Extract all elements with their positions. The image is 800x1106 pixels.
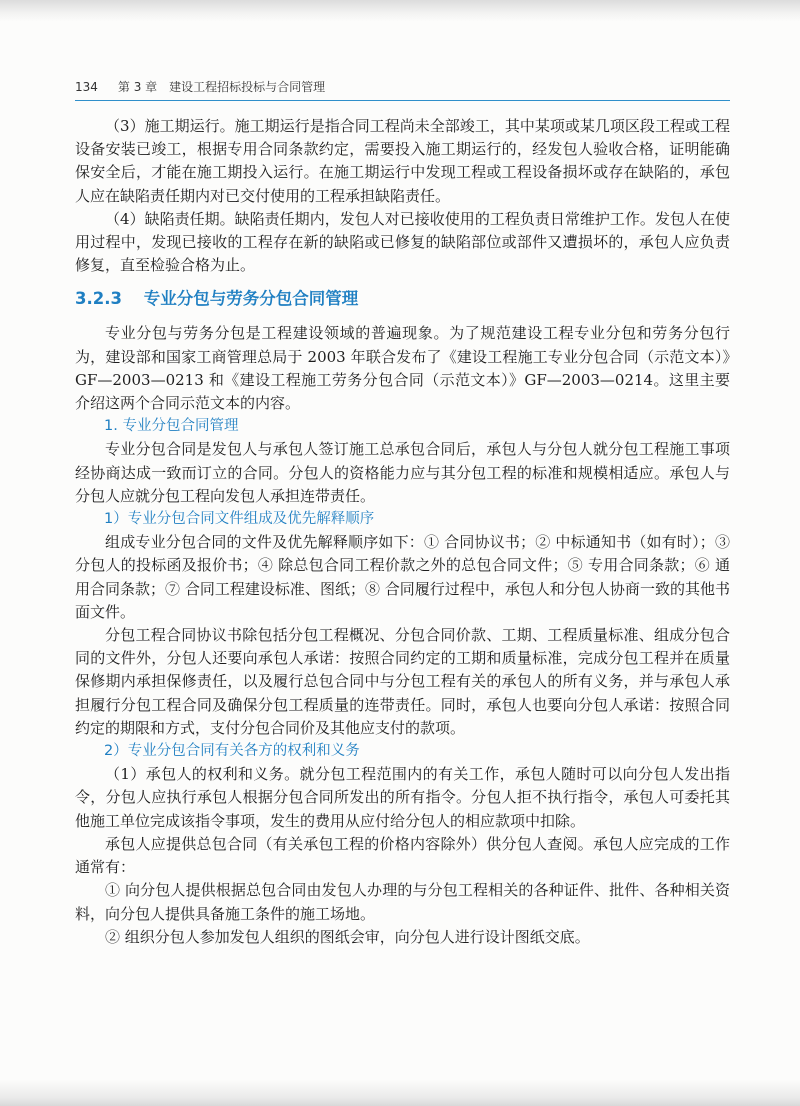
paragraph-contractor-rights: （1）承包人的权利和义务。就分包工程范围内的有关工作，承包人随时可以向分包人发出指令，分包人应执行承包人根据分包合同所发出的所有指令。分包人拒不执行指令，承包人可委托其他施工单位完成该指令事项，发生的费用从应付给分包人的相应款项中扣除。 — [75, 765, 730, 830]
page-number: 134 — [75, 80, 98, 94]
scan-bottom-edge — [0, 1080, 800, 1106]
book-page — [75, 78, 730, 949]
list-item-1: ① 向分包人提供根据总包合同由发包人办理的与分包工程相关的各种证件、批件、各种相关资料，向分包人提供具备施工条件的施工场地。 — [75, 881, 730, 923]
section-title: 专业分包与劳务分包合同管理 — [143, 289, 359, 309]
section-number: 3.2.3 — [75, 289, 122, 309]
running-header — [75, 78, 730, 101]
chapter-label: 第 3 章 — [117, 80, 158, 94]
scan-top-edge — [0, 0, 800, 22]
section-heading — [75, 286, 730, 312]
subheading-professional-subcontract: 1. 专业分包合同管理 — [104, 418, 239, 435]
paragraph-document-order: 组成专业分包合同的文件及优先解释顺序如下：① 合同协议书；② 中标通知书（如有时）；③ 分包人的投标函及报价书；④ 除总包合同工程价款之外的总包合同文件；⑤ 专用合同条款；⑥ 通用合同条款；⑦ 合同工程建设标准、图纸；⑧ 合同履行过程中，承包人和分包人协商一致的其他书面文件。 — [75, 533, 730, 621]
paragraph-intro: 专业分包与劳务分包是工程建设领域的普遍现象。为了规范建设工程专业分包和劳务分包行为，建设部和国家工商管理总局于 2003 年联合发布了《建设工程施工专业分包合同（示范文本）》GF—2003—0213 和《建设工程施工劳务分包合同（示范文本）》GF—2003—0214。这里主要介绍这两个合同示范文本的内容。 — [75, 324, 730, 413]
list-item-2: ② 组织分包人参加发包人组织的图纸会审，向分包人进行设计图纸交底。 — [105, 927, 590, 946]
paragraph-professional-definition: 专业分包合同是发包人与承包人签订施工总承包合同后，承包人与分包人就分包工程施工事项经协商达成一致而订立的合同。分包人的资格能力应与其分包工程的标准和规模相适应。承包人与分包人应就分包工程向发包人承担连带责任。 — [75, 440, 730, 505]
paragraph-defect-liability: （4）缺陷责任期。缺陷责任期内，发包人对已接收使用的工程负责日常维护工作。发包人在使用过程中，发现已接收的工程存在新的缺陷或已修复的缺陷部位或部件又遭损坏的，承包人应负责修复，直至检验合格为止。 — [75, 209, 730, 275]
subheading-document-order: 1）专业分包合同文件组成及优先解释顺序 — [104, 511, 375, 528]
paragraph-contractor-provide: 承包人应提供总包合同（有关承包工程的价格内容除外）供分包人查阅。承包人应完成的工作通常有： — [75, 834, 730, 877]
subheading-rights-obligations: 2）专业分包合同有关各方的权利和义务 — [104, 743, 360, 760]
paragraph-agreement-content: 分包工程合同协议书除包括分包工程概况、分包合同价款、工期、工程质量标准、组成分包合同的文件外，分包人还要向承包人承诺：按照合同约定的工期和质量标准，完成分包工程并在质量保修期内承担保修责任，以及履行总包合同中与分包工程有关的承包人的所有义务，并与承包人承担履行分包工程合同及确保分包工程质量的连带责任。同时，承包人也要向分包人承诺：按照合同约定的期限和方式，支付分包合同价及其他应支付的款项。 — [75, 626, 730, 737]
chapter-title: 建设工程招标投标与合同管理 — [169, 80, 326, 94]
paragraph-trial-operation: （3）施工期运行。施工期运行是指合同工程尚未全部竣工，其中某项或某几项区段工程或工程设备安装已竣工，根据专用合同条款约定，需要投入施工期运行的，经发包人验收合格，证明能确保安全后，才能在施工期投入运行。在施工期运行中发现工程或工程设备损坏或存在缺陷的，承包人应在缺陷责任期内对已交付使用的工程承担缺陷责任。 — [75, 117, 730, 205]
